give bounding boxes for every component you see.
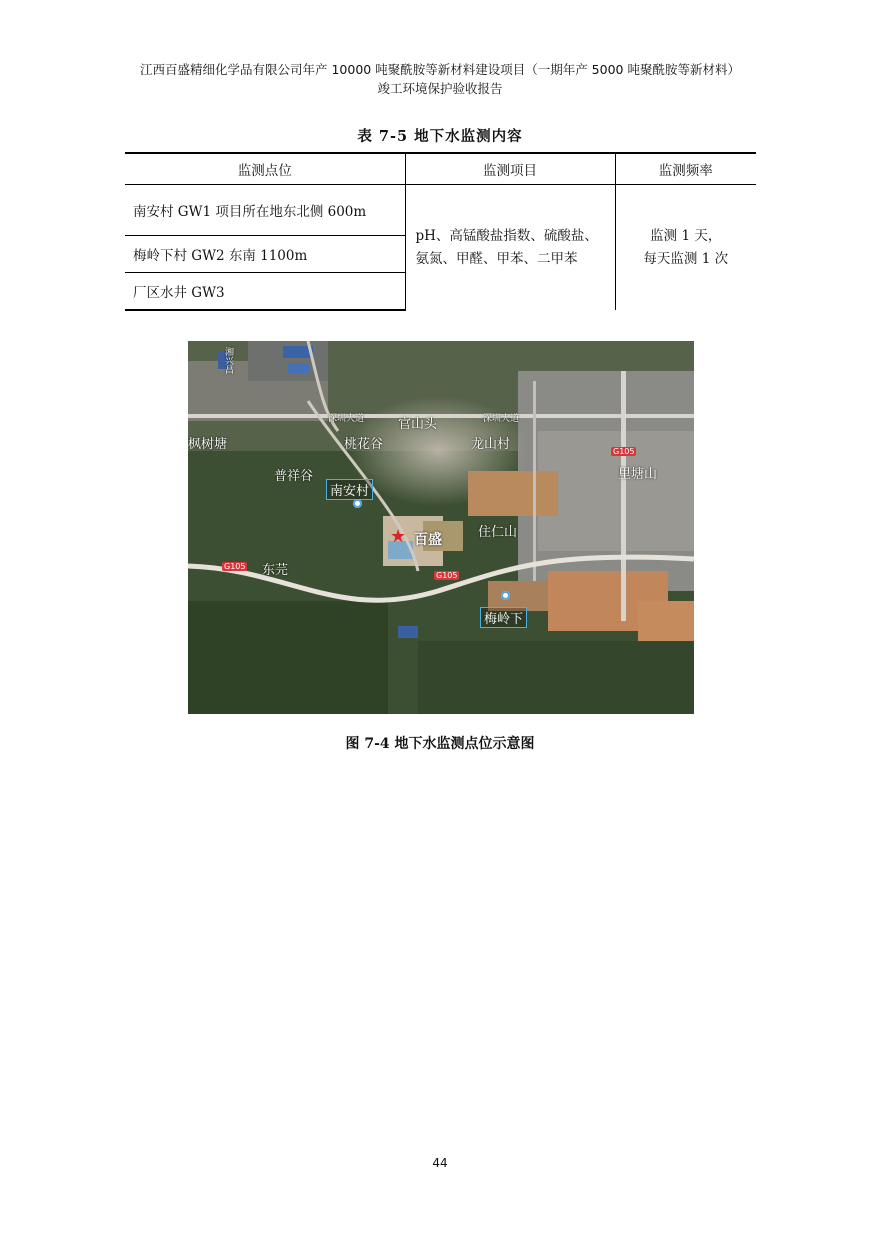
header-line-2: 竣工环境保护验收报告 (377, 81, 503, 96)
label-dongguan: 东芫 (262, 563, 289, 578)
table-title: 表 7-5 地下水监测内容 (357, 128, 523, 145)
monitoring-items-cell (405, 185, 615, 311)
header-monitoring-point: 监测点位 (125, 153, 405, 185)
label-guanshantou: 官山头 (398, 417, 438, 432)
figure-caption: 图 7-4 地下水监测点位示意图 (345, 736, 535, 752)
monitoring-table (125, 152, 756, 311)
label-g105-b: G105 (224, 562, 246, 571)
monitoring-items-text: pH、高锰酸盐指数、硫酸盐、氨氮、甲醛、甲苯、二甲苯 (415, 227, 598, 267)
header-line-1: 江西百盛精细化学品有限公司年产 10000 吨聚酰胺等新材料建设项目（一期年产 5000 吨聚酰胺等新材料） (140, 62, 740, 77)
frequency-line-2: 每天监测 1 次 (643, 250, 729, 267)
label-g105-a: G105 (613, 447, 635, 456)
label-top-left-small: 湘兴昌 (223, 347, 233, 374)
label-taohuagu: 桃花谷 (344, 437, 384, 452)
table-header-row (125, 153, 756, 185)
header-monitoring-frequency: 监测频率 (615, 153, 756, 185)
label-puxianggu: 普祥谷 (274, 469, 314, 484)
point-gw2: 梅岭下村 GW2 东南 1100m (125, 236, 405, 273)
table-row (125, 185, 756, 236)
label-zhurenshan: 住仁山 (478, 525, 518, 540)
label-g105-c: G105 (436, 571, 458, 580)
gw2-marker-icon (501, 591, 510, 600)
frequency-line-1: 监测 1 天， (650, 227, 722, 244)
monitoring-frequency-cell (615, 185, 756, 311)
baisheng-star-icon: ★ (390, 526, 407, 547)
map-graphic (188, 341, 694, 714)
document-header (0, 60, 880, 98)
point-gw3: 厂区水井 GW3 (125, 273, 405, 311)
label-baisheng: 百盛 (414, 532, 442, 548)
label-road-shenzhen-1: 深圳大道 (328, 414, 365, 424)
header-monitoring-items: 监测项目 (405, 153, 615, 185)
label-meilingxia: 梅岭下 (480, 607, 527, 628)
satellite-map (188, 341, 694, 714)
label-lishanshan: 里塘山 (618, 467, 658, 482)
gw1-marker-icon (353, 499, 362, 508)
label-longshancun: 龙山村 (471, 437, 511, 452)
label-fengshutang: 枫树塘 (188, 437, 228, 452)
page-number: 44 (432, 1156, 448, 1170)
label-road-shenzhen-2: 深圳大道 (483, 414, 520, 424)
label-nananchun: 南安村 (326, 479, 373, 500)
point-gw1: 南安村 GW1 项目所在地东北侧 600m (125, 185, 405, 236)
